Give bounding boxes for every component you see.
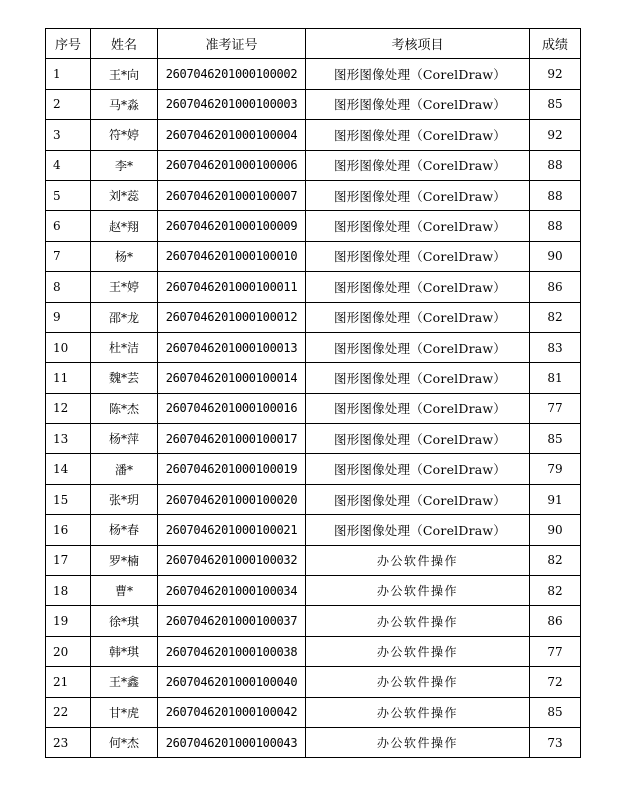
table-row (46, 697, 581, 727)
cell-exam-id: 2607046201000100007 (158, 180, 306, 210)
table-header (46, 29, 581, 59)
cell-exam-item: 图形图像处理（CorelDraw） (306, 272, 530, 302)
table-row (46, 59, 581, 89)
cell-exam-id: 2607046201000100012 (158, 302, 306, 332)
cell-exam-item: 办公软件操作 (306, 636, 530, 666)
table-row (46, 272, 581, 302)
cell-no: 19 (46, 606, 91, 636)
cell-score: 77 (530, 393, 581, 423)
cell-exam-id: 2607046201000100010 (158, 241, 306, 271)
cell-name: 邵*龙 (91, 302, 158, 332)
cell-exam-item: 图形图像处理（CorelDraw） (306, 241, 530, 271)
cell-exam-id: 2607046201000100020 (158, 484, 306, 514)
cell-exam-item: 图形图像处理（CorelDraw） (306, 89, 530, 119)
table-row (46, 363, 581, 393)
cell-exam-id: 2607046201000100016 (158, 393, 306, 423)
cell-exam-item: 办公软件操作 (306, 697, 530, 727)
cell-score: 73 (530, 727, 581, 757)
cell-no: 5 (46, 180, 91, 210)
cell-exam-id: 2607046201000100013 (158, 332, 306, 362)
cell-name: 罗*楠 (91, 545, 158, 575)
cell-name: 甘*虎 (91, 697, 158, 727)
table-row (46, 150, 581, 180)
cell-no: 21 (46, 667, 91, 697)
cell-score: 77 (530, 636, 581, 666)
score-table (45, 28, 581, 758)
header-exam-item: 考核项目 (306, 29, 530, 59)
cell-name: 张*玥 (91, 484, 158, 514)
cell-exam-item: 图形图像处理（CorelDraw） (306, 120, 530, 150)
cell-exam-id: 2607046201000100038 (158, 636, 306, 666)
table-row (46, 515, 581, 545)
table-row (46, 241, 581, 271)
cell-exam-id: 2607046201000100004 (158, 120, 306, 150)
table-row (46, 727, 581, 757)
cell-name: 赵*翔 (91, 211, 158, 241)
cell-no: 18 (46, 576, 91, 606)
table-row (46, 636, 581, 666)
cell-exam-item: 图形图像处理（CorelDraw） (306, 59, 530, 89)
cell-score: 85 (530, 89, 581, 119)
cell-no: 14 (46, 454, 91, 484)
cell-no: 23 (46, 727, 91, 757)
table-body (46, 59, 581, 758)
cell-exam-item: 图形图像处理（CorelDraw） (306, 180, 530, 210)
cell-no: 9 (46, 302, 91, 332)
cell-name: 马*淼 (91, 89, 158, 119)
cell-name: 王*婷 (91, 272, 158, 302)
cell-score: 85 (530, 697, 581, 727)
cell-exam-item: 图形图像处理（CorelDraw） (306, 150, 530, 180)
cell-exam-id: 2607046201000100032 (158, 545, 306, 575)
cell-name: 杨*春 (91, 515, 158, 545)
cell-exam-id: 2607046201000100019 (158, 454, 306, 484)
cell-exam-item: 图形图像处理（CorelDraw） (306, 393, 530, 423)
table-row (46, 393, 581, 423)
table-row (46, 454, 581, 484)
cell-score: 88 (530, 150, 581, 180)
cell-exam-item: 办公软件操作 (306, 727, 530, 757)
cell-exam-id: 2607046201000100017 (158, 424, 306, 454)
cell-name: 徐*琪 (91, 606, 158, 636)
cell-exam-item: 图形图像处理（CorelDraw） (306, 363, 530, 393)
cell-exam-id: 2607046201000100003 (158, 89, 306, 119)
table-row (46, 606, 581, 636)
cell-score: 92 (530, 59, 581, 89)
cell-score: 82 (530, 576, 581, 606)
cell-exam-item: 办公软件操作 (306, 606, 530, 636)
cell-exam-id: 2607046201000100006 (158, 150, 306, 180)
cell-score: 90 (530, 241, 581, 271)
cell-score: 85 (530, 424, 581, 454)
cell-score: 86 (530, 272, 581, 302)
header-row (46, 29, 581, 59)
cell-score: 90 (530, 515, 581, 545)
cell-score: 88 (530, 211, 581, 241)
table-row (46, 120, 581, 150)
cell-name: 陈*杰 (91, 393, 158, 423)
cell-exam-item: 办公软件操作 (306, 667, 530, 697)
table-row (46, 667, 581, 697)
cell-exam-id: 2607046201000100037 (158, 606, 306, 636)
table-row (46, 332, 581, 362)
cell-name: 刘*蕊 (91, 180, 158, 210)
table-row (46, 89, 581, 119)
header-score: 成绩 (530, 29, 581, 59)
cell-name: 符*婷 (91, 120, 158, 150)
header-name: 姓名 (91, 29, 158, 59)
cell-score: 79 (530, 454, 581, 484)
cell-name: 杨* (91, 241, 158, 271)
cell-exam-item: 图形图像处理（CorelDraw） (306, 484, 530, 514)
cell-name: 魏*芸 (91, 363, 158, 393)
cell-score: 72 (530, 667, 581, 697)
cell-exam-id: 2607046201000100043 (158, 727, 306, 757)
cell-exam-item: 办公软件操作 (306, 545, 530, 575)
header-no: 序号 (46, 29, 91, 59)
cell-no: 15 (46, 484, 91, 514)
cell-name: 杜*洁 (91, 332, 158, 362)
cell-score: 81 (530, 363, 581, 393)
cell-no: 1 (46, 59, 91, 89)
cell-no: 20 (46, 636, 91, 666)
cell-score: 82 (530, 545, 581, 575)
table-row (46, 545, 581, 575)
table-row (46, 576, 581, 606)
cell-name: 何*杰 (91, 727, 158, 757)
cell-exam-id: 2607046201000100034 (158, 576, 306, 606)
cell-name: 韩*琪 (91, 636, 158, 666)
cell-exam-id: 2607046201000100042 (158, 697, 306, 727)
header-exam-id: 准考证号 (158, 29, 306, 59)
cell-no: 8 (46, 272, 91, 302)
cell-name: 王*向 (91, 59, 158, 89)
cell-no: 11 (46, 363, 91, 393)
table-row (46, 302, 581, 332)
cell-exam-id: 2607046201000100014 (158, 363, 306, 393)
cell-no: 16 (46, 515, 91, 545)
cell-exam-id: 2607046201000100040 (158, 667, 306, 697)
cell-score: 82 (530, 302, 581, 332)
cell-no: 12 (46, 393, 91, 423)
cell-score: 86 (530, 606, 581, 636)
cell-score: 92 (530, 120, 581, 150)
table-row (46, 424, 581, 454)
cell-no: 6 (46, 211, 91, 241)
cell-name: 杨*萍 (91, 424, 158, 454)
cell-exam-id: 2607046201000100011 (158, 272, 306, 302)
cell-name: 潘* (91, 454, 158, 484)
cell-score: 83 (530, 332, 581, 362)
cell-name: 曹* (91, 576, 158, 606)
cell-no: 7 (46, 241, 91, 271)
table-row (46, 484, 581, 514)
cell-exam-item: 图形图像处理（CorelDraw） (306, 211, 530, 241)
cell-score: 88 (530, 180, 581, 210)
cell-no: 3 (46, 120, 91, 150)
cell-exam-item: 图形图像处理（CorelDraw） (306, 332, 530, 362)
cell-no: 22 (46, 697, 91, 727)
table-row (46, 211, 581, 241)
cell-exam-item: 图形图像处理（CorelDraw） (306, 515, 530, 545)
cell-exam-item: 图形图像处理（CorelDraw） (306, 302, 530, 332)
cell-exam-id: 2607046201000100009 (158, 211, 306, 241)
cell-no: 13 (46, 424, 91, 454)
table-row (46, 180, 581, 210)
cell-exam-id: 2607046201000100021 (158, 515, 306, 545)
cell-exam-item: 图形图像处理（CorelDraw） (306, 424, 530, 454)
cell-name: 王*鑫 (91, 667, 158, 697)
cell-no: 10 (46, 332, 91, 362)
cell-exam-item: 办公软件操作 (306, 576, 530, 606)
cell-exam-id: 2607046201000100002 (158, 59, 306, 89)
cell-no: 4 (46, 150, 91, 180)
cell-score: 91 (530, 484, 581, 514)
cell-no: 17 (46, 545, 91, 575)
cell-exam-item: 图形图像处理（CorelDraw） (306, 454, 530, 484)
cell-no: 2 (46, 89, 91, 119)
cell-name: 李* (91, 150, 158, 180)
